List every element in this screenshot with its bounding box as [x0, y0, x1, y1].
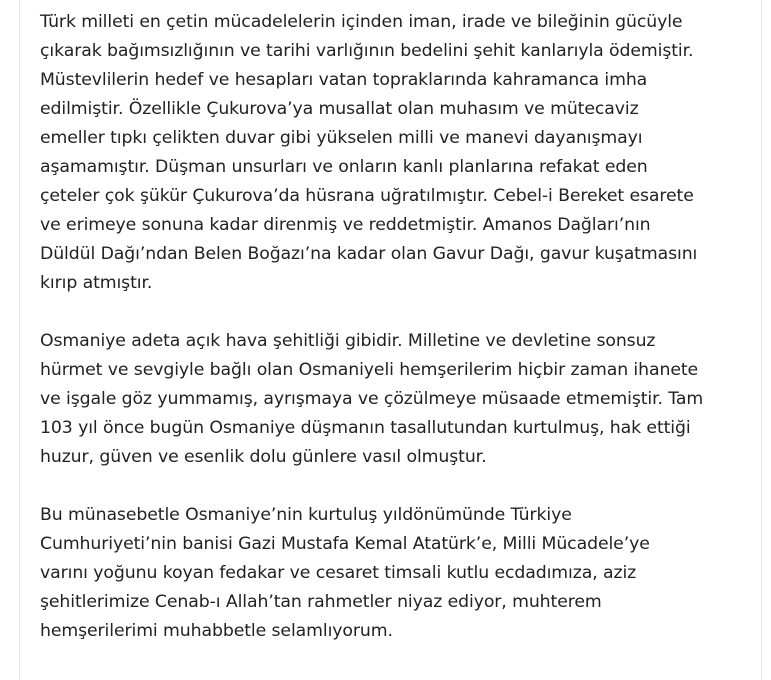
text-line: huzur, güven ve esenlik dolu günlere vasıl olmuştur.	[40, 447, 487, 467]
text-line: Bu münasebetle Osmaniye’nin kurtuluş yıldönümünde Türkiye	[40, 505, 572, 525]
text-line: şehitlerimize Cenab-ı Allah’tan rahmetler niyaz ediyor, muhterem	[40, 592, 602, 612]
text-line: emeller tıpkı çelikten duvar gibi yükselen milli ve manevi dayanışmayı	[40, 128, 643, 148]
text-line: 103 yıl önce bugün Osmaniye düşmanın tasallutundan kurtulmuş, hak ettiği	[40, 418, 691, 438]
text-line: Osmaniye adeta açık hava şehitliği gibidir. Milletine ve devletine sonsuz	[40, 331, 656, 351]
text-line: çıkarak bağımsızlığının ve tarihi varlığının bedelini şehit kanlarıyla ödemiştir.	[40, 41, 694, 61]
text-line: hemşerilerimi muhabbetle selamlıyorum.	[40, 621, 393, 641]
paragraph-2	[40, 327, 760, 472]
text-line: edilmiştir. Özellikle Çukurova’ya musallat olan muhasım ve mütecaviz	[40, 99, 639, 119]
text-line: ve erimeye sonuna kadar direnmiş ve reddetmiştir. Amanos Dağları’nın	[40, 215, 651, 235]
text-line: kırıp atmıştır.	[40, 273, 153, 293]
text-line: varını yoğunu koyan fedakar ve cesaret timsali kutlu ecdadımıza, aziz	[40, 563, 637, 583]
text-line: çeteler çok şükür Çukurova’da hüsrana uğratılmıştır. Cebel-i Bereket esarete	[40, 186, 694, 206]
text-line: Türk milleti en çetin mücadelelerin içinden iman, irade ve bileğinin gücüyle	[40, 12, 683, 32]
text-line: hürmet ve sevgiyle bağlı olan Osmaniyeli hemşerilerim hiçbir zaman ihanete	[40, 360, 699, 380]
text-line: Düldül Dağı’ndan Belen Boğazı’na kadar olan Gavur Dağı, gavur kuşatmasını	[40, 244, 698, 264]
paragraph-3	[40, 501, 760, 646]
article-body	[40, 8, 760, 675]
text-line: ve işgale göz yummamış, ayrışmaya ve çözülmeye müsaade etmemiştir. Tam	[40, 389, 704, 409]
text-line: aşamamıştır. Düşman unsurları ve onların kanlı planlarına refakat eden	[40, 157, 648, 177]
paragraph-1	[40, 8, 760, 298]
text-line: Cumhuriyeti’nin banisi Gazi Mustafa Kemal Atatürk’e, Milli Mücadele’ye	[40, 534, 650, 554]
text-line: Müstevlilerin hedef ve hesapları vatan topraklarında kahramanca imha	[40, 70, 648, 90]
